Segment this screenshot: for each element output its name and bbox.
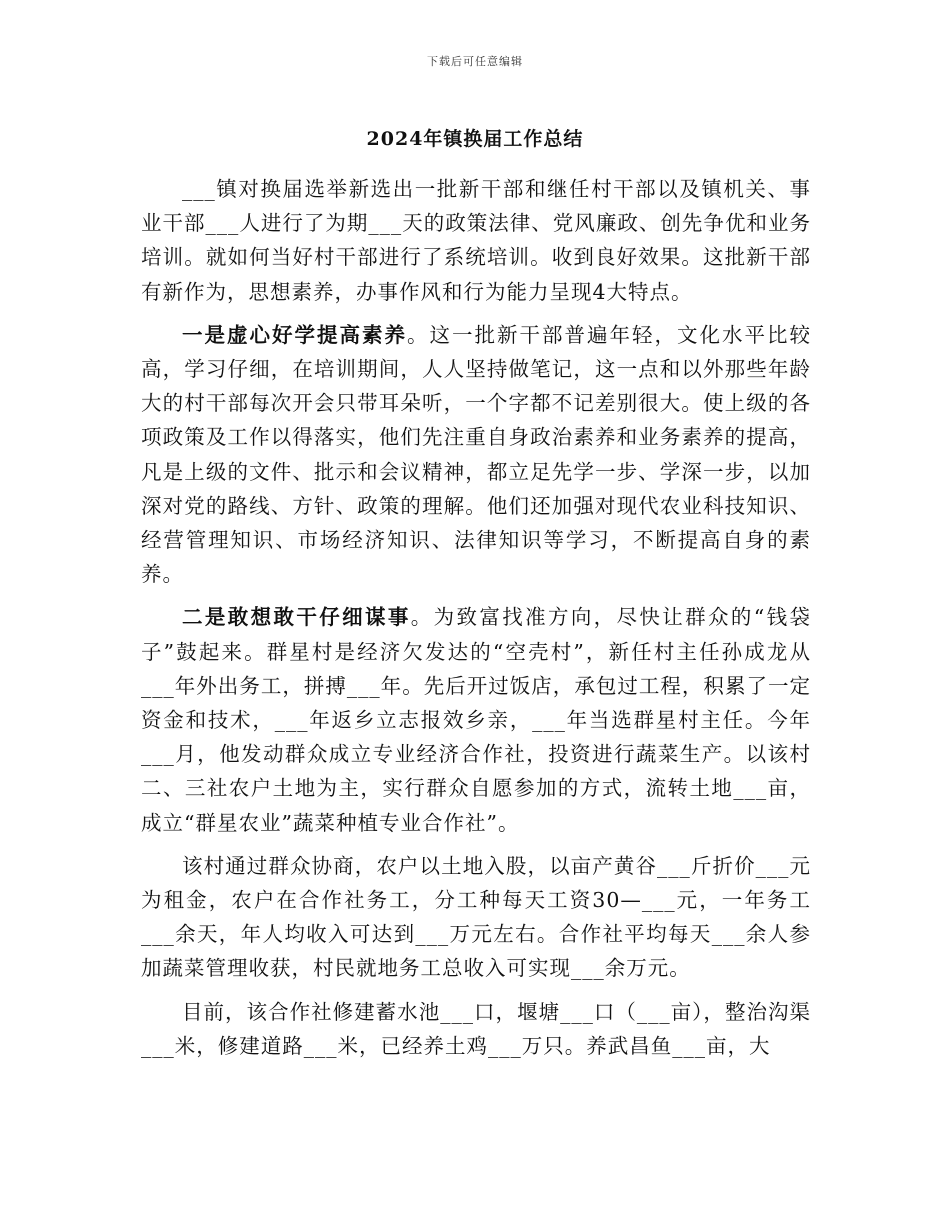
body-paragraph: [141, 172, 811, 309]
paragraph-lead: 二是敢想敢干仔细谋事: [182, 605, 411, 630]
paragraph-text: 目前，该合作社修建蓄水池___口，堰塘___口（___亩），整治沟渠___米，修建道路___米，已经养土鸡___万只。养武昌鱼___亩，大: [141, 999, 811, 1058]
body-paragraph: [141, 318, 811, 592]
page-header-note: 下载后可任意编辑: [427, 55, 523, 68]
paragraph-text: 。这一批新干部普遍年轻，文化水平比较高，学习仔细，在培训期间，人人坚持做笔记，这一点和以外那些年龄大的村干部每次开会只带耳朵听，一个字都不记差别很大。使上级的各项政策及工作以得落实，他们先注重自身政治素养和业务素养的提高，凡是上级的文件、批示和会议精神，都立足先学一步、学深一步，以加深对党的路线、方针、政策的理解。他们还加强对现代农业科技知识、经营管理知识、市场经济知识、法律知识等学习，不断提高自身的素养。: [141, 322, 811, 587]
body-paragraph: [141, 849, 811, 986]
document-title: 2024年镇换届工作总结: [366, 128, 584, 150]
document-body: [141, 172, 811, 1063]
body-paragraph: [141, 995, 811, 1063]
paragraph-lead: 一是虚心好学提高素养: [182, 322, 407, 347]
paragraph-text: 该村通过群众协商，农户以土地入股，以亩产黄谷___斤折价___元为租金，农户在合作社务工，分工种每天工资30—___元，一年务工___余天，年人均收入可达到___万元左右。合作社平均每天___余人参加蔬菜管理收获，村民就地务工总收入可实现___余万元。: [141, 853, 811, 981]
paragraph-text: ___镇对换届选举新选出一批新干部和继任村干部以及镇机关、事业干部___人进行了为期___天的政策法律、党风廉政、创先争优和业务培训。就如何当好村干部进行了系统培训。收到良好效果。这批新干部有新作为，思想素养，办事作风和行为能力呈现4大特点。: [141, 177, 811, 304]
paragraph-text: 。为致富找准方向，尽快让群众的“钱袋子”鼓起来。群星村是经济欠发达的“空壳村”，新任村主任孙成龙从___年外出务工，拼搏___年。先后开过饭店，承包过工程，积累了一定资金和技术，___年返乡立志报效乡亲，___年当选群星村主任。今年___月，他发动群众成立专业经济合作社，投资进行蔬菜生产。以该村二、三社农户土地为主，实行群众自愿参加的方式，流转土地___亩，成立“群星农业”蔬菜种植专业合作社”。: [141, 605, 812, 835]
body-paragraph: [141, 600, 811, 839]
